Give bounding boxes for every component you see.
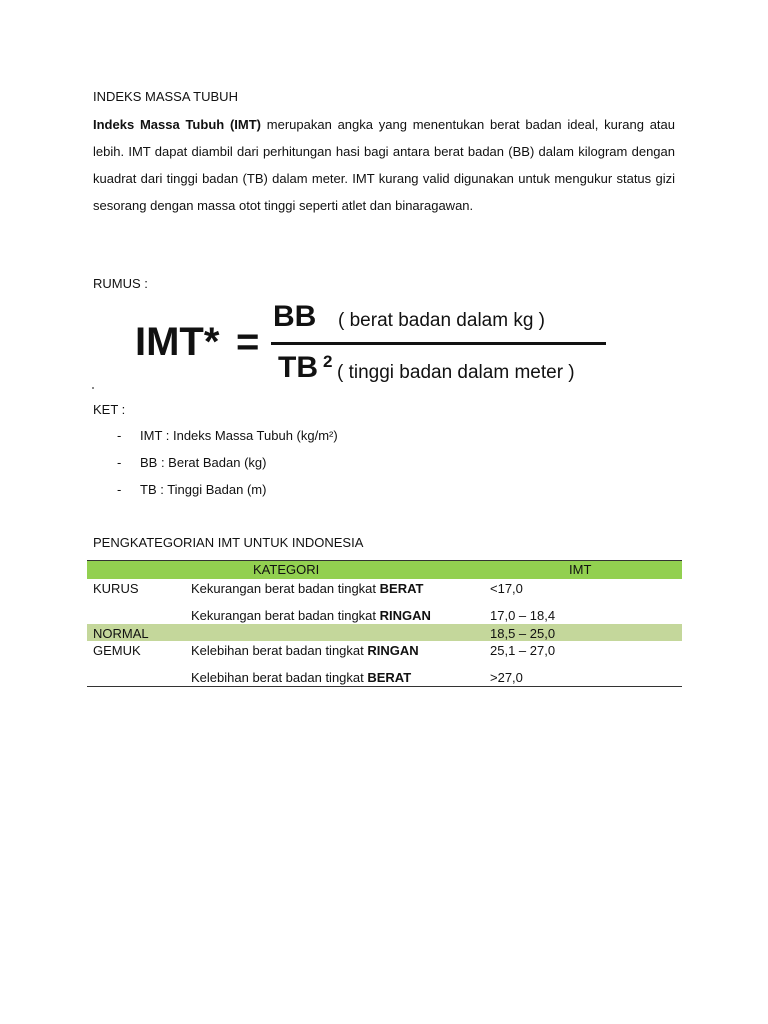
imt-category-table bbox=[87, 560, 682, 687]
normal-row-highlight bbox=[87, 624, 682, 641]
row-imt: >27,0 bbox=[490, 670, 523, 685]
row-desc-bold: BERAT bbox=[379, 581, 424, 596]
table-bottom-rule bbox=[87, 686, 682, 687]
row-desc-text: Kekurangan berat badan tingkat bbox=[191, 581, 380, 596]
formula-numerator: BB bbox=[273, 300, 317, 333]
row-imt: 17,0 – 18,4 bbox=[490, 608, 556, 623]
list-dash: - bbox=[117, 455, 122, 470]
formula-denominator: TB bbox=[278, 351, 318, 384]
ket-item bbox=[117, 482, 338, 509]
rumus-label: RUMUS : bbox=[93, 276, 148, 291]
row-desc bbox=[191, 643, 419, 658]
row-desc-bold: RINGAN bbox=[379, 608, 431, 623]
ket-item-text: BB : Berat Badan (kg) bbox=[140, 455, 267, 470]
list-dash: - bbox=[117, 428, 122, 443]
header-kategori: KATEGORI bbox=[253, 562, 320, 577]
row-imt: <17,0 bbox=[490, 581, 523, 596]
formula-numerator-desc: ( berat badan dalam kg ) bbox=[338, 310, 546, 331]
row-imt: 25,1 – 27,0 bbox=[490, 643, 556, 658]
row-group: GEMUK bbox=[93, 643, 141, 658]
ket-item bbox=[117, 428, 338, 455]
ket-list bbox=[117, 428, 338, 509]
intro-text: merupakan angka yang menentukan berat badan ideal, kurang atau lebih. IMT dapat diambil dari perhitungan hasi bagi antara berat badan (BB) dalam kilogram dengan kuadrat dari tinggi badan (TB) dalam meter. IMT kurang valid digunakan untuk mengukur status gizi sesorang dengan massa otot tinggi seperti atlet dan binaragawan. bbox=[93, 117, 675, 213]
ket-item-text: IMT : Indeks Massa Tubuh (kg/m²) bbox=[140, 428, 338, 443]
table-title: PENGKATEGORIAN IMT UNTUK INDONESIA bbox=[93, 535, 364, 550]
row-desc bbox=[191, 608, 431, 623]
row-desc bbox=[191, 581, 423, 596]
row-desc-bold: RINGAN bbox=[367, 643, 419, 658]
row-group: NORMAL bbox=[93, 626, 149, 641]
row-desc-text: Kelebihan berat badan tingkat bbox=[191, 670, 368, 685]
imt-formula bbox=[93, 300, 623, 390]
table-header-row bbox=[87, 561, 682, 579]
header-imt: IMT bbox=[569, 562, 592, 577]
formula-denominator-desc: ( tinggi badan dalam meter ) bbox=[337, 362, 575, 383]
row-group: KURUS bbox=[93, 581, 139, 596]
ket-item-text: TB : Tinggi Badan (m) bbox=[140, 482, 267, 497]
intro-paragraph bbox=[93, 111, 675, 219]
formula-lhs: IMT* bbox=[135, 320, 220, 364]
ket-item bbox=[117, 455, 338, 482]
intro-bold-term: Indeks Massa Tubuh (IMT) bbox=[93, 117, 262, 132]
row-desc-text: Kekurangan berat badan tingkat bbox=[191, 608, 380, 623]
row-imt: 18,5 – 25,0 bbox=[490, 626, 556, 641]
ket-label: KET : bbox=[93, 402, 126, 417]
stray-mark bbox=[92, 387, 94, 389]
row-desc-text: Kelebihan berat badan tingkat bbox=[191, 643, 368, 658]
formula-equals: = bbox=[236, 320, 260, 364]
fraction-line bbox=[271, 342, 606, 345]
document-heading: INDEKS MASSA TUBUH bbox=[93, 89, 238, 104]
list-dash: - bbox=[117, 482, 122, 497]
row-desc-bold: BERAT bbox=[367, 670, 412, 685]
formula-exponent: 2 bbox=[323, 352, 333, 371]
row-desc bbox=[191, 670, 411, 685]
